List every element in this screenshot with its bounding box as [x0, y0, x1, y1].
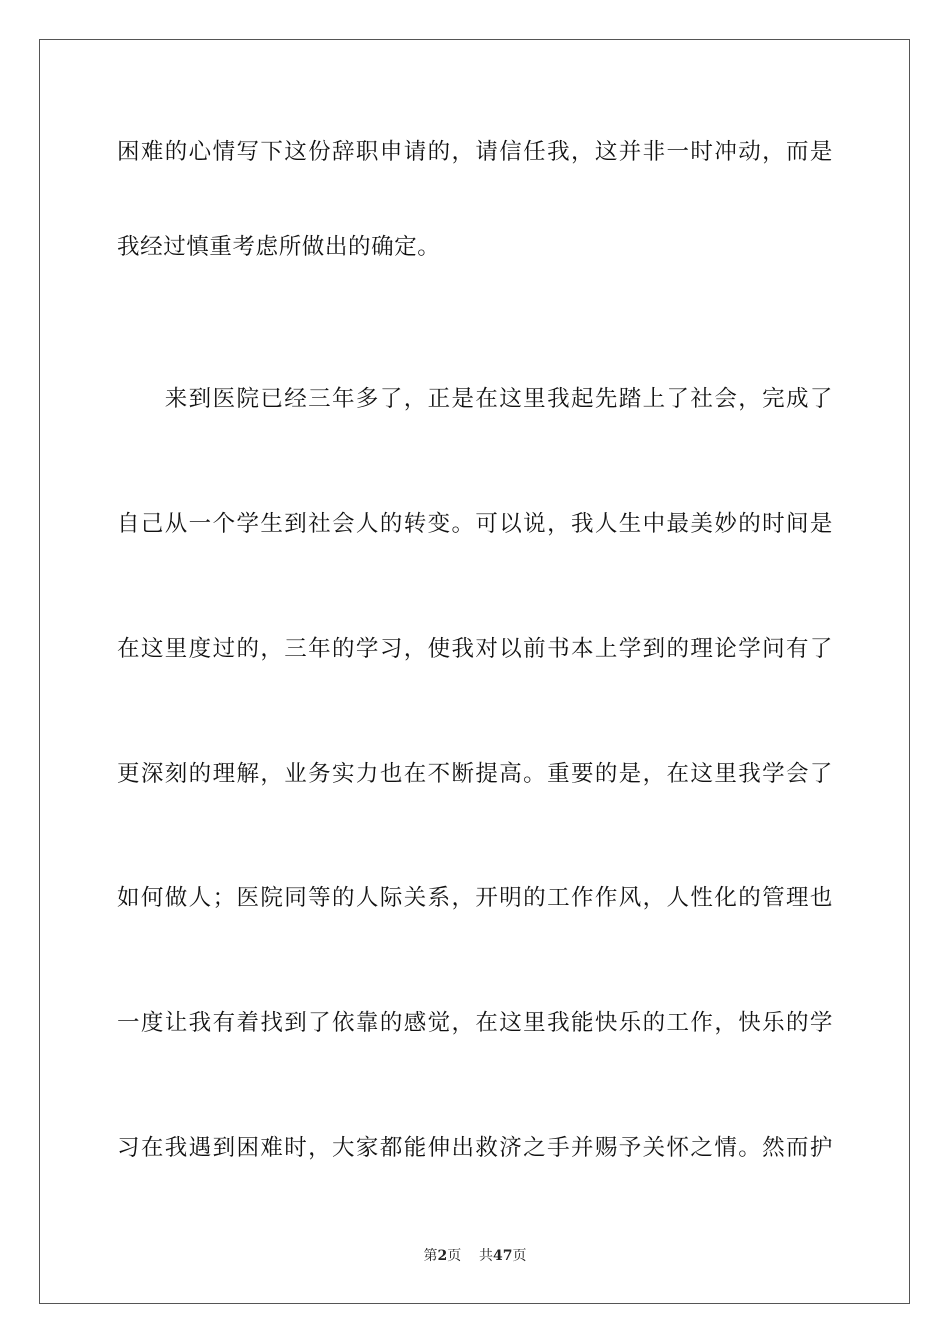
- text-line-3: 来到医院已经三年多了，正是在这里我起先踏上了社会，完成了: [117, 386, 833, 412]
- text-line-2: 我经过慎重考虑所做出的确定。: [117, 234, 441, 260]
- page-suffix: 页: [447, 1248, 462, 1264]
- total-suffix: 页: [512, 1248, 527, 1264]
- text-line-5: 在这里度过的，三年的学习，使我对以前书本上学到的理论学问有了: [117, 636, 833, 662]
- page-number: 2: [437, 1248, 448, 1264]
- page-border: [39, 39, 910, 1304]
- text-line-6: 更深刻的理解，业务实力也在不断提高。重要的是，在这里我学会了: [117, 761, 833, 787]
- page-footer: [0, 1245, 950, 1265]
- text-line-8: 一度让我有着找到了依靠的感觉，在这里我能快乐的工作，快乐的学: [117, 1010, 833, 1036]
- total-prefix: 共: [479, 1248, 494, 1264]
- text-line-7: 如何做人；医院同等的人际关系，开明的工作作风，人性化的管理也: [117, 885, 833, 911]
- page-prefix: 第: [423, 1248, 438, 1264]
- text-line-1: 困难的心情写下这份辞职申请的，请信任我，这并非一时冲动，而是: [117, 139, 833, 165]
- total-pages: 47: [493, 1248, 513, 1264]
- text-line-4: 自己从一个学生到社会人的转变。可以说，我人生中最美妙的时间是: [117, 511, 833, 537]
- text-line-9: 习在我遇到困难时，大家都能伸出救济之手并赐予关怀之情。然而护: [117, 1135, 833, 1161]
